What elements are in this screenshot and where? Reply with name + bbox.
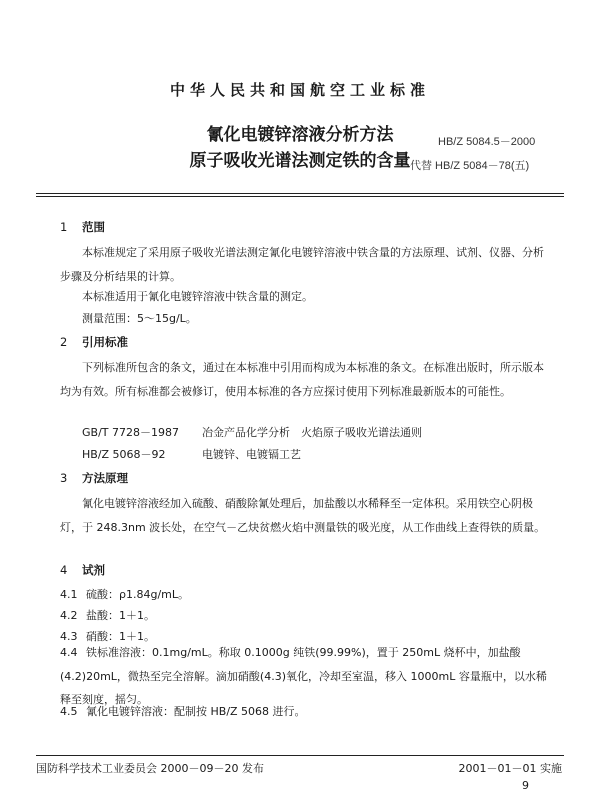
reference-2-title: 电镀锌、电镀镉工艺: [202, 448, 301, 461]
reagent-text: 盐酸：1＋1。: [86, 609, 155, 622]
reagent-number: 4.4: [60, 646, 78, 659]
reference-1-code: GB/T 7728－1987: [82, 426, 179, 439]
reference-1-title: 冶金产品化学分析 火焰原子吸收光谱法通则: [202, 426, 422, 439]
header-rule-bottom: [36, 196, 564, 197]
section-number: 3: [60, 471, 68, 485]
section-number: 4: [60, 563, 68, 577]
section-4-heading: [60, 562, 105, 578]
effective-date: 2001－01－01 实施: [458, 762, 562, 775]
section-3-paragraph: 氰化电镀锌溶液经加入硫酸、硝酸除氰处理后，加盐酸以水稀释至一定体积。采用铁空心阴极灯，于 248.3nm 波长处，在空气－乙炔贫燃火焰中测量铁的吸光度，从工作曲线上查得铁的质量。: [60, 497, 546, 534]
section-1-heading: [60, 219, 105, 235]
standard-header: 中华人民共和国航空工业标准: [169, 81, 430, 99]
section-number: 2: [60, 335, 68, 349]
reagent-number: 4.5: [60, 705, 78, 718]
reagent-item: [60, 703, 306, 719]
section-1-paragraph-2: 本标准适用于氰化电镀锌溶液中铁含量的测定。: [82, 290, 313, 303]
replaces-code: 代替 HB/Z 5084－78(五): [410, 160, 530, 172]
reference-2-code: HB/Z 5068－92: [82, 448, 166, 461]
section-title: 方法原理: [82, 471, 128, 485]
section-title: 引用标准: [82, 335, 128, 349]
doc-title-line2: 原子吸收光谱法测定铁的含量: [189, 151, 411, 171]
reagent-text: 硝酸：1＋1。: [86, 630, 155, 643]
section-title: 试剂: [82, 563, 105, 577]
section-3-heading: [60, 470, 128, 486]
standard-code: HB/Z 5084.5－2000: [438, 136, 536, 148]
section-1-measuring-range: 测量范围：5～15g/L。: [82, 312, 197, 325]
reagent-text: 硫酸：ρ1.84g/mL。: [86, 588, 190, 601]
reagent-text: 氰化电镀锌溶液：配制按 HB/Z 5068 进行。: [86, 705, 306, 718]
reagent-text: 铁标准溶液：0.1mg/mL。称取 0.1000g 纯铁(99.99%)，置于 250mL 烧杯中，加盐酸(4.2)20mL，微热至完全溶解。滴加硝酸(4.3)氧化，冷却至室温，移入 1000mL 容量瓶中，以水稀释至刻度，摇匀。: [60, 646, 547, 706]
reagent-number: 4.1: [60, 588, 78, 601]
section-2-paragraph: 下列标准所包含的条文，通过在本标准中引用而构成为本标准的条文。在标准出版时，所示版本均为有效。所有标准都会被修订，使用本标准的各方应探讨使用下列标准最新版本的可能性。: [60, 361, 544, 398]
section-number: 1: [60, 220, 68, 234]
reagent-item: [60, 586, 189, 602]
reagent-number: 4.3: [60, 630, 78, 643]
doc-title-line1: 氰化电镀锌溶液分析方法: [206, 125, 394, 145]
header-rule-top: [36, 193, 564, 194]
section-2-heading: [60, 334, 128, 350]
footer-rule: [36, 755, 564, 756]
issuer-date: 国防科学技术工业委员会 2000－09－20 发布: [36, 762, 264, 775]
reagent-number: 4.2: [60, 609, 78, 622]
reagent-item: [60, 607, 155, 623]
page-number: 9: [522, 779, 529, 792]
reagent-item: [60, 641, 550, 712]
section-title: 范围: [82, 220, 105, 234]
section-1-paragraph-1: 本标准规定了采用原子吸收光谱法测定氰化电镀锌溶液中铁含量的方法原理、试剂、仪器、分析步骤及分析结果的计算。: [60, 246, 544, 283]
